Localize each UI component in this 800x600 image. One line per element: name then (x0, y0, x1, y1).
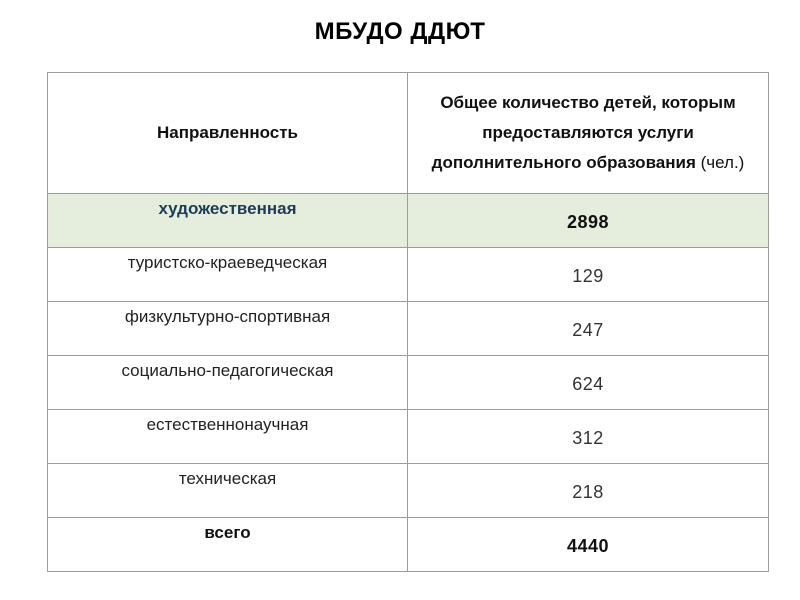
page-title: МБУДО ДДЮТ (314, 18, 486, 45)
row-direction-name: туристско-краеведческая (48, 248, 408, 302)
table-row (48, 410, 769, 464)
table-row (48, 302, 769, 356)
row-direction-name: физкультурно-спортивная (48, 302, 408, 356)
table-row (48, 464, 769, 518)
total-value: 4440 (408, 518, 769, 572)
table-row (48, 194, 769, 248)
total-label: всего (48, 518, 408, 572)
column-header-unit: (чел.) (700, 153, 745, 172)
row-children-count: 2898 (408, 194, 769, 248)
column-header-children-count (408, 73, 769, 194)
data-table (47, 72, 769, 572)
row-children-count: 218 (408, 464, 769, 518)
row-children-count: 247 (408, 302, 769, 356)
row-children-count: 312 (408, 410, 769, 464)
row-direction-name: социально-педагогическая (48, 356, 408, 410)
row-direction-name: художественная (48, 194, 408, 248)
column-header-direction: Направленность (48, 73, 408, 194)
table-header-row (48, 73, 769, 194)
table-row (48, 248, 769, 302)
row-children-count: 129 (408, 248, 769, 302)
column-header-children-count-text: Общее количество детей, которым предоставляются услуги дополнительного образования (431, 93, 736, 172)
row-children-count: 624 (408, 356, 769, 410)
row-direction-name: техническая (48, 464, 408, 518)
row-direction-name: естественнонаучная (48, 410, 408, 464)
table-row (48, 356, 769, 410)
table-total-row (48, 518, 769, 572)
